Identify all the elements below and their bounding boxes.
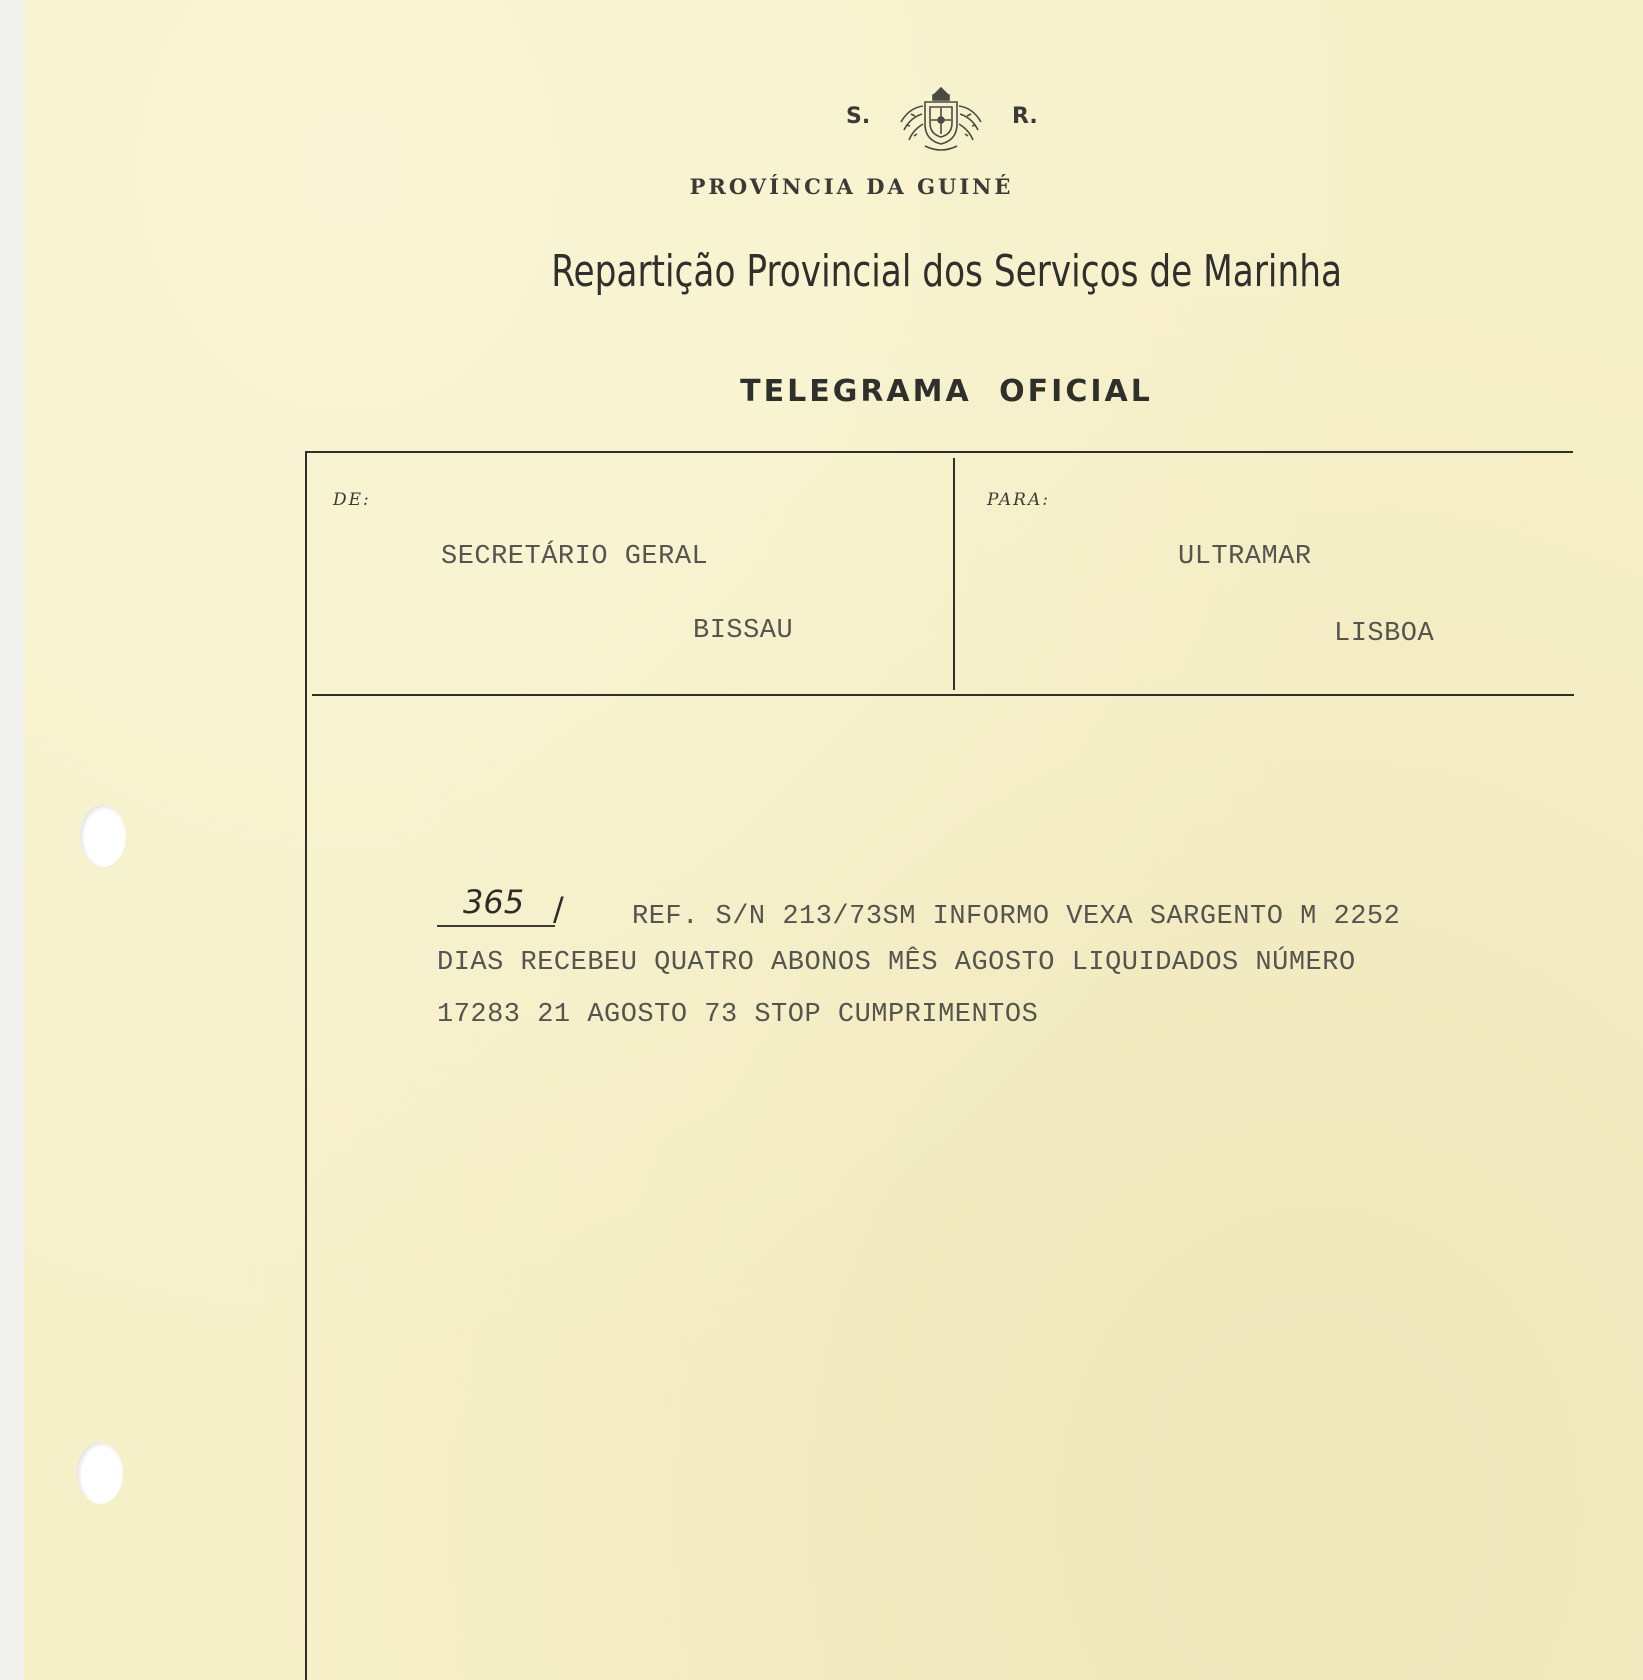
sender-title: SECRETÁRIO GERAL (441, 542, 709, 572)
recipient-location: LISBOA (1334, 619, 1435, 649)
crest-right-letter: R. (1012, 104, 1038, 129)
form-top-rule (305, 451, 1573, 453)
document-type-title: TELEGRAMA OFICIAL (740, 374, 1153, 409)
message-line: DIAS RECEBEU QUATRO ABONOS MÊS AGOSTO LIQUIDADOS NÚMERO (437, 948, 1356, 978)
recipient-title: ULTRAMAR (1178, 542, 1312, 572)
punch-hole (77, 1442, 123, 1504)
to-label: PARA: (987, 490, 1050, 510)
message-line: REF. S/N 213/73SM INFORMO VEXA SARGENTO M 2252 (632, 902, 1401, 932)
message-number-separator: / (553, 890, 564, 928)
message-line: 17283 21 AGOSTO 73 STOP CUMPRIMENTOS (437, 1000, 1039, 1030)
letterhead-crest-row (0, 82, 1643, 162)
coat-of-arms-icon (895, 82, 987, 156)
province-heading: PROVÍNCIA DA GUINÉ (689, 174, 1014, 199)
from-label: DE: (333, 490, 371, 510)
message-number-field (437, 883, 555, 927)
message-number: 365 (463, 883, 525, 921)
crest-left-letter: S. (846, 104, 871, 129)
form-center-divider (953, 458, 955, 690)
punch-hole (80, 805, 126, 867)
form-left-border (305, 453, 307, 1680)
sender-location: BISSAU (693, 616, 794, 646)
department-title: Repartição Provincial dos Serviços de Marinha (551, 246, 1342, 297)
form-header-divider (312, 694, 1574, 696)
